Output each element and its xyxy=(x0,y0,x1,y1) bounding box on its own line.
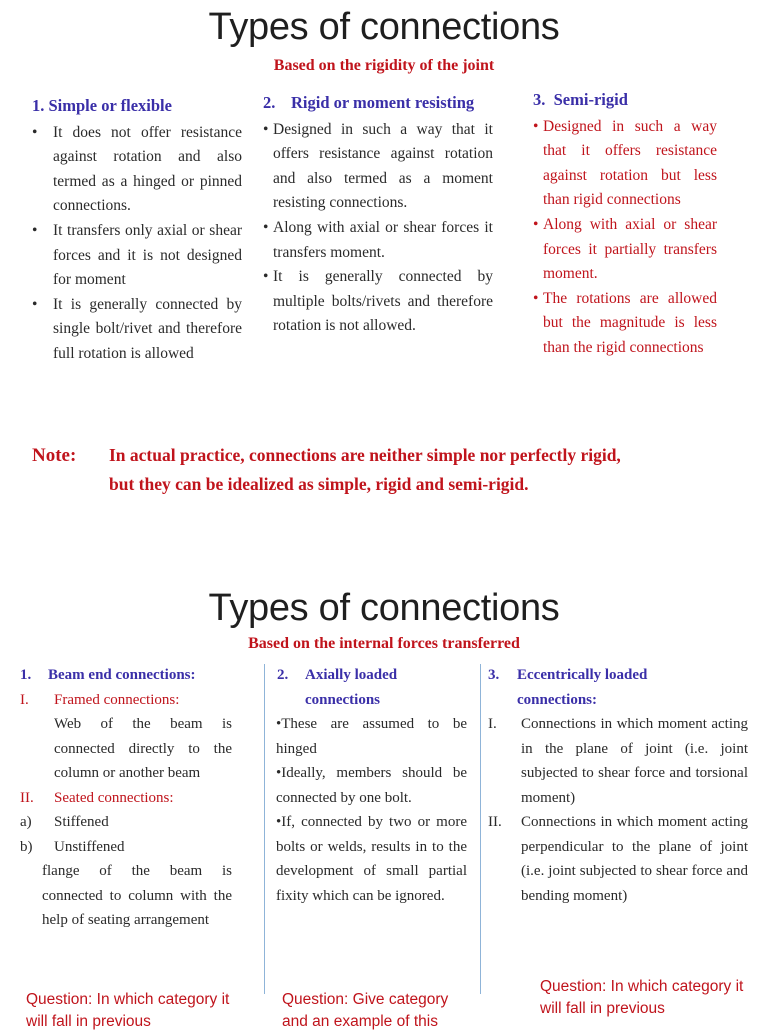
bullet-item: • Along with axial or shear forces it partially transfers moment. xyxy=(533,215,717,283)
slide1-column-rigid xyxy=(263,91,493,339)
slide2-column-beam-end xyxy=(20,663,232,933)
bullet-item: • It does not offer resistance against rotation and also termed as a hinged or pinned connections. xyxy=(32,123,242,215)
sub-item: b) Unstiffened xyxy=(20,838,125,855)
slide1-column-simple xyxy=(32,94,242,367)
column-divider xyxy=(480,664,481,994)
slide1-title: Types of connections xyxy=(208,6,560,48)
item-framed-connections: I. Framed connections: xyxy=(20,691,180,708)
question-eccentrically-loaded: Question: In which category it will fall in previous xyxy=(540,978,744,1017)
column-heading: 1. Beam end connections: xyxy=(20,667,196,683)
slide1-note xyxy=(32,441,752,499)
slide2-title: Types of connections xyxy=(208,587,560,629)
slide1-subtitle: Based on the rigidity of the joint xyxy=(273,57,495,74)
bullet-item: •These are assumed to be hinged xyxy=(276,716,467,757)
bullet-item: •Ideally, members should be connected by one bolt. xyxy=(276,765,467,806)
column-heading: 3. Semi-rigid xyxy=(533,90,628,109)
column-divider xyxy=(264,664,265,994)
item-text: flange of the beam is connected to column with the help of seating arrangement xyxy=(42,863,232,928)
slide2-column-eccentrically-loaded xyxy=(488,663,748,908)
slide1-column-semi-rigid xyxy=(533,88,717,361)
item-seated-connections: II. Seated connections: xyxy=(20,789,174,806)
column-heading: 2. Rigid or moment resisting xyxy=(263,93,475,112)
column-heading: 3. Eccentrically loaded connections: xyxy=(488,667,648,708)
bullet-item: • It is generally connected by multiple bolts/rivets and therefore rotation is not allowed. xyxy=(263,268,493,335)
bullet-item: • Along with axial or shear forces it transfers moment. xyxy=(263,218,493,261)
slide2-column-axially-loaded xyxy=(276,663,467,908)
question-axially-loaded: Question: Give category and an example of this xyxy=(282,991,449,1030)
bullet-item: •If, connected by two or more bolts or welds, results in to the development of small partial fixity which can be ignored. xyxy=(276,814,467,904)
note-label: Note: xyxy=(32,445,77,466)
bullet-item: • Designed in such a way that it offers resistance against rotation and also termed as a moment resisting connections. xyxy=(263,120,493,212)
sub-item: a) Stiffened xyxy=(20,814,109,830)
item-perpendicular-moment: II. Connections in which moment acting perpendicular to the plane of joint (i.e. joint subjected to shear force and bending moment) xyxy=(488,814,748,904)
note-line: but they can be idealized as simple, rigid and semi-rigid. xyxy=(109,474,529,494)
note-line: In actual practice, connections are neither simple nor perfectly rigid, xyxy=(109,445,621,465)
slide2-subtitle: Based on the internal forces transferred xyxy=(248,635,520,652)
item-text: Web of the beam is connected directly to the column or another beam xyxy=(54,716,232,781)
column-heading: 2. Axially loaded connections xyxy=(277,667,398,708)
question-beam-end: Question: In which category it will fall in previous xyxy=(26,991,230,1030)
bullet-item: • It is generally connected by single bolt/rivet and therefore full rotation is allowed xyxy=(32,295,242,362)
bullet-item: • The rotations are allowed but the magnitude is less than the rigid connections xyxy=(533,289,717,356)
bullet-item: • Designed in such a way that it offers resistance against rotation but less than rigid connections xyxy=(533,117,717,209)
column-heading: 1. Simple or flexible xyxy=(32,96,172,115)
bullet-item: • It transfers only axial or shear forces and it is not designed for moment xyxy=(32,221,242,289)
item-in-plane-moment: I. Connections in which moment acting in the plane of joint (i.e. joint subjected to shear force and torsional moment) xyxy=(488,716,748,806)
